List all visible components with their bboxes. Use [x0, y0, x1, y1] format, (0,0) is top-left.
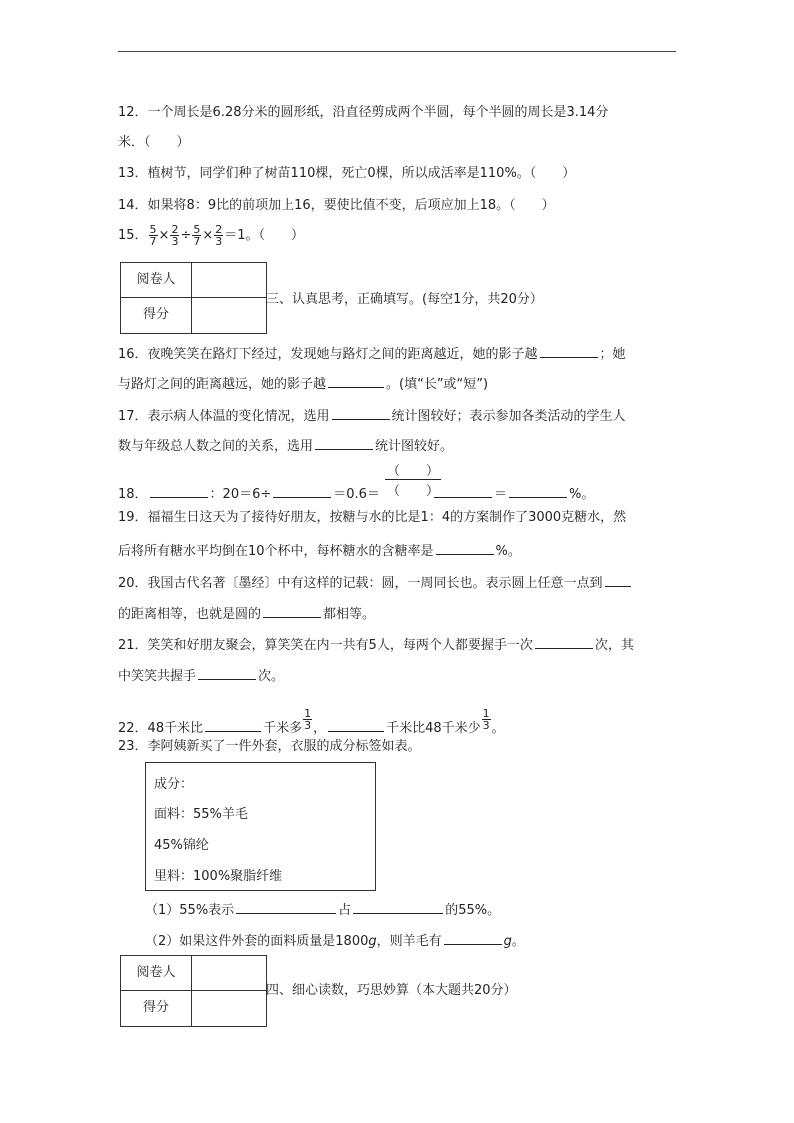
q16-blank2[interactable] [328, 373, 384, 388]
q19-blank[interactable] [436, 540, 494, 555]
q16-line1: 16．夜晚笑笑在路灯下经过，发现她与路灯之间的距离越近，她的影子越 ；她 [118, 343, 626, 364]
q23-sub1: （1）55%表示 占 的55%。 [145, 899, 500, 920]
q12-line1: 12．一个周长是6.28分米的圆形纸，沿直径剪成两个半圆，每个半圆的周长是3.14分 [118, 105, 609, 120]
q15 [118, 224, 304, 247]
reviewer-label: 阅卷人 [136, 272, 176, 287]
q13: 13．植树节，同学们种了树苗110棵，死亡0棵，所以成活率是110%。（ ） [118, 166, 576, 181]
grader-box-section3 [120, 262, 267, 334]
q18-blank3[interactable] [434, 483, 492, 498]
q22-frac2: $\frac{1}{3}$ [482, 707, 490, 732]
reviewer-field-2[interactable] [192, 956, 266, 990]
reviewer-label-2: 阅卷人 [136, 965, 176, 980]
q19-line2: 后将所有糖水平均倒在10个杯中，每杯糖水的含糖率是 %。 [118, 540, 521, 561]
q20-blank2[interactable] [263, 603, 321, 618]
label-line2: 45%锦纶 [154, 838, 209, 853]
label-line3: 里料：100%聚脂纤维 [154, 869, 283, 884]
q15-frac3: $\frac{5}{7}$ [193, 223, 201, 248]
q15-op2: ÷ [180, 228, 192, 243]
q18-blank1[interactable] [150, 483, 208, 498]
q18-blank2[interactable] [273, 483, 331, 498]
score-field[interactable] [192, 298, 266, 332]
q18-fraction-num[interactable]: （ ） [385, 460, 441, 480]
q17-blank1[interactable] [332, 405, 390, 420]
grader-box-section4 [120, 955, 267, 1027]
label-line1: 面料：55%羊毛 [154, 807, 248, 822]
q15-prefix: 15． [118, 228, 148, 243]
q12-line2: 米．（ ） [118, 135, 190, 150]
q14: 14．如果将8：9比的前项加上16，要使比值不变，后项应加上18。（ ） [118, 198, 555, 213]
section3-title: 三、认真思考，正确填写。(每空1分，共20分） [266, 292, 543, 307]
q21-line1: 21．笑笑和好朋友聚会，算笑笑在内一共有5人，每两个人都要握手一次 次，其 [118, 634, 634, 655]
q18-fraction-den[interactable]: （ ） [387, 484, 440, 499]
score-field-2[interactable] [192, 991, 266, 1025]
q16-blank1[interactable] [540, 343, 598, 358]
q15-eq: ＝1 [224, 228, 246, 243]
q20-blank1[interactable] [605, 572, 631, 587]
clothing-label-box [145, 762, 376, 891]
q17-blank2[interactable] [315, 435, 373, 450]
q23-sub2: （2）如果这件外套的面料质量是1800g，则羊毛有 g。 [145, 930, 525, 951]
q20-line2: 的距离相等，也就是圆的 都相等。 [118, 603, 375, 624]
reviewer-field[interactable] [192, 263, 266, 297]
q15-op1: × [158, 228, 170, 243]
q23-blank3[interactable] [444, 930, 502, 945]
q21-blank2[interactable] [198, 665, 256, 680]
section4-title: 四、细心读数，巧思妙算（本大题共20分） [266, 983, 517, 998]
score-label-2: 得分 [142, 1000, 169, 1015]
q15-suffix: 。（ ） [245, 228, 305, 243]
score-label: 得分 [142, 307, 169, 322]
label-title: 成分： [154, 777, 194, 792]
q18: 18． ：20＝6÷ ＝0.6＝ ＝ %。 [118, 483, 594, 504]
q16-line2: 与路灯之间的距离越远，她的影子越 。(填“长”或“短”) [118, 373, 488, 394]
q18-blank4[interactable] [509, 483, 567, 498]
q22-blank2[interactable] [328, 717, 384, 732]
q17-line1: 17．表示病人体温的变化情况，选用 统计图较好；表示参加各类活动的学生人 [118, 405, 626, 426]
q23-blank1[interactable] [236, 899, 336, 914]
q21-blank1[interactable] [535, 634, 593, 649]
q15-op3: × [202, 228, 214, 243]
q19-line1: 19．福福生日这天为了接待好朋友，按糖与水的比是1：4的方案制作了3000克糖水，然 [118, 510, 627, 525]
q15-frac2: $\frac{2}{3}$ [171, 223, 179, 248]
q22-frac1: $\frac{1}{3}$ [304, 707, 312, 732]
q23-intro: 23．李阿姨新买了一件外套，衣服的成分标签如表。 [118, 739, 421, 754]
q21-line2: 中笑笑共握手 次。 [118, 665, 284, 686]
header-rule [118, 51, 676, 52]
q23-blank2[interactable] [353, 899, 443, 914]
q22: 22．48千米比 千米多 $\frac{1}{3}$ ， 千米比48千米少 $\frac{1}{3}$ 。 [118, 707, 505, 736]
q15-frac4: $\frac{2}{3}$ [215, 223, 223, 248]
q20-line1: 20．我国古代名著〔墨经〕中有这样的记载：圆，一周同长也。表示圆上任意一点到 [118, 572, 633, 593]
q15-frac1: $\frac{5}{7}$ [149, 223, 157, 248]
q17-line2: 数与年级总人数之间的关系，选用 统计图较好。 [118, 435, 453, 456]
q22-blank1[interactable] [205, 717, 261, 732]
